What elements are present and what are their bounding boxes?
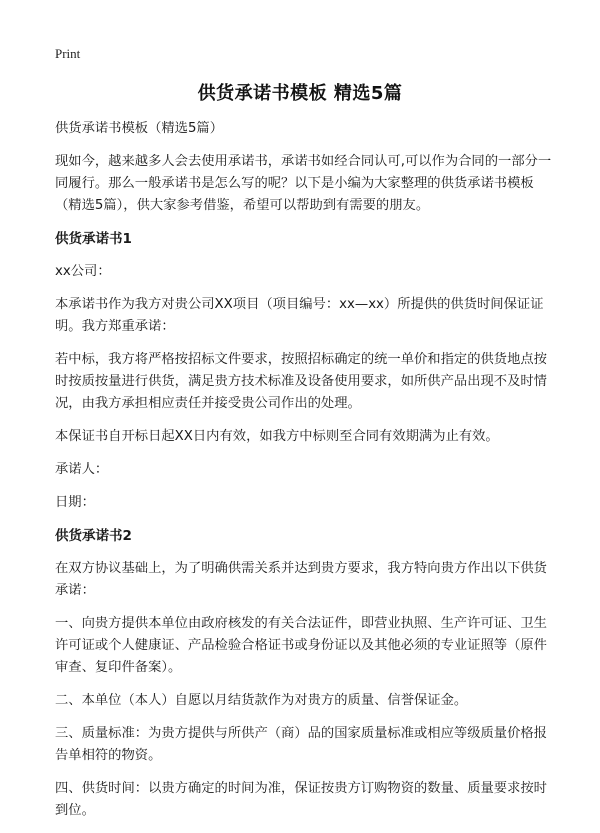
section-2-paragraph: 二、本单位（本人）自愿以月结货款作为对贵方的质量、信誉保证金。 [55,693,468,708]
section-2-heading: 供货承诺书2 [55,528,132,544]
section-2-paragraph: 四、供货时间：以贵方确定的时间为准，保证按贵方订购物资的数量、质量要求按时到位。 [55,781,547,818]
section-1-heading: 供货承诺书1 [55,231,132,247]
section-1-paragraph: 本保证书自开标日起XX日内有效，如我方中标则至合同有效期满为止有效。 [55,429,499,444]
section-1-paragraph: 若中标，我方将严格按招标文件要求，按照招标确定的统一单价和指定的供货地点按时按质按量进行供货，满足贵方技术标准及设备使用要求，如所供产品出现不及时情况，由我方承担相应责任并接受贵公司作出的处理。 [55,352,547,411]
section-2-paragraph: 一、向贵方提供本单位由政府核发的有关合法证件，即营业执照、生产许可证、卫生许可证或个人健康证、产品检验合格证书或身份证以及其他必须的专业证照等（原件审查、复印件备案）。 [55,616,547,675]
intro-paragraph: 现如今，越来越多人会去使用承诺书，承诺书如经合同认可,可以作为合同的一部分一同履行。那么一般承诺书是怎么写的呢？以下是小编为大家整理的供货承诺书模板（精选5篇），供大家参考借鉴，希望可以帮助到有需要的朋友。 [55,154,552,213]
print-label[interactable]: Print [55,46,81,61]
document-title: 供货承诺书模板 精选5篇 [197,83,403,104]
section-1-paragraph: 本承诺书作为我方对贵公司XX项目（项目编号：xx—xx）所提供的供货时间保证证明。我方郑重承诺： [55,297,544,334]
section-1-promisor: 承诺人： [55,462,109,477]
section-1-recipient: xx公司： [55,264,111,279]
document-subtitle: 供货承诺书模板（精选5篇） [55,121,224,136]
section-2-paragraph: 三、质量标准：为贵方提供与所供产（商）品的国家质量标准或相应等级质量价格报告单相符的物资。 [55,726,547,763]
section-1-date: 日期： [55,495,95,510]
section-2-paragraph: 在双方协议基础上，为了明确供需关系并达到贵方要求，我方特向贵方作出以下供货承诺： [55,561,547,598]
document-body [55,118,552,833]
